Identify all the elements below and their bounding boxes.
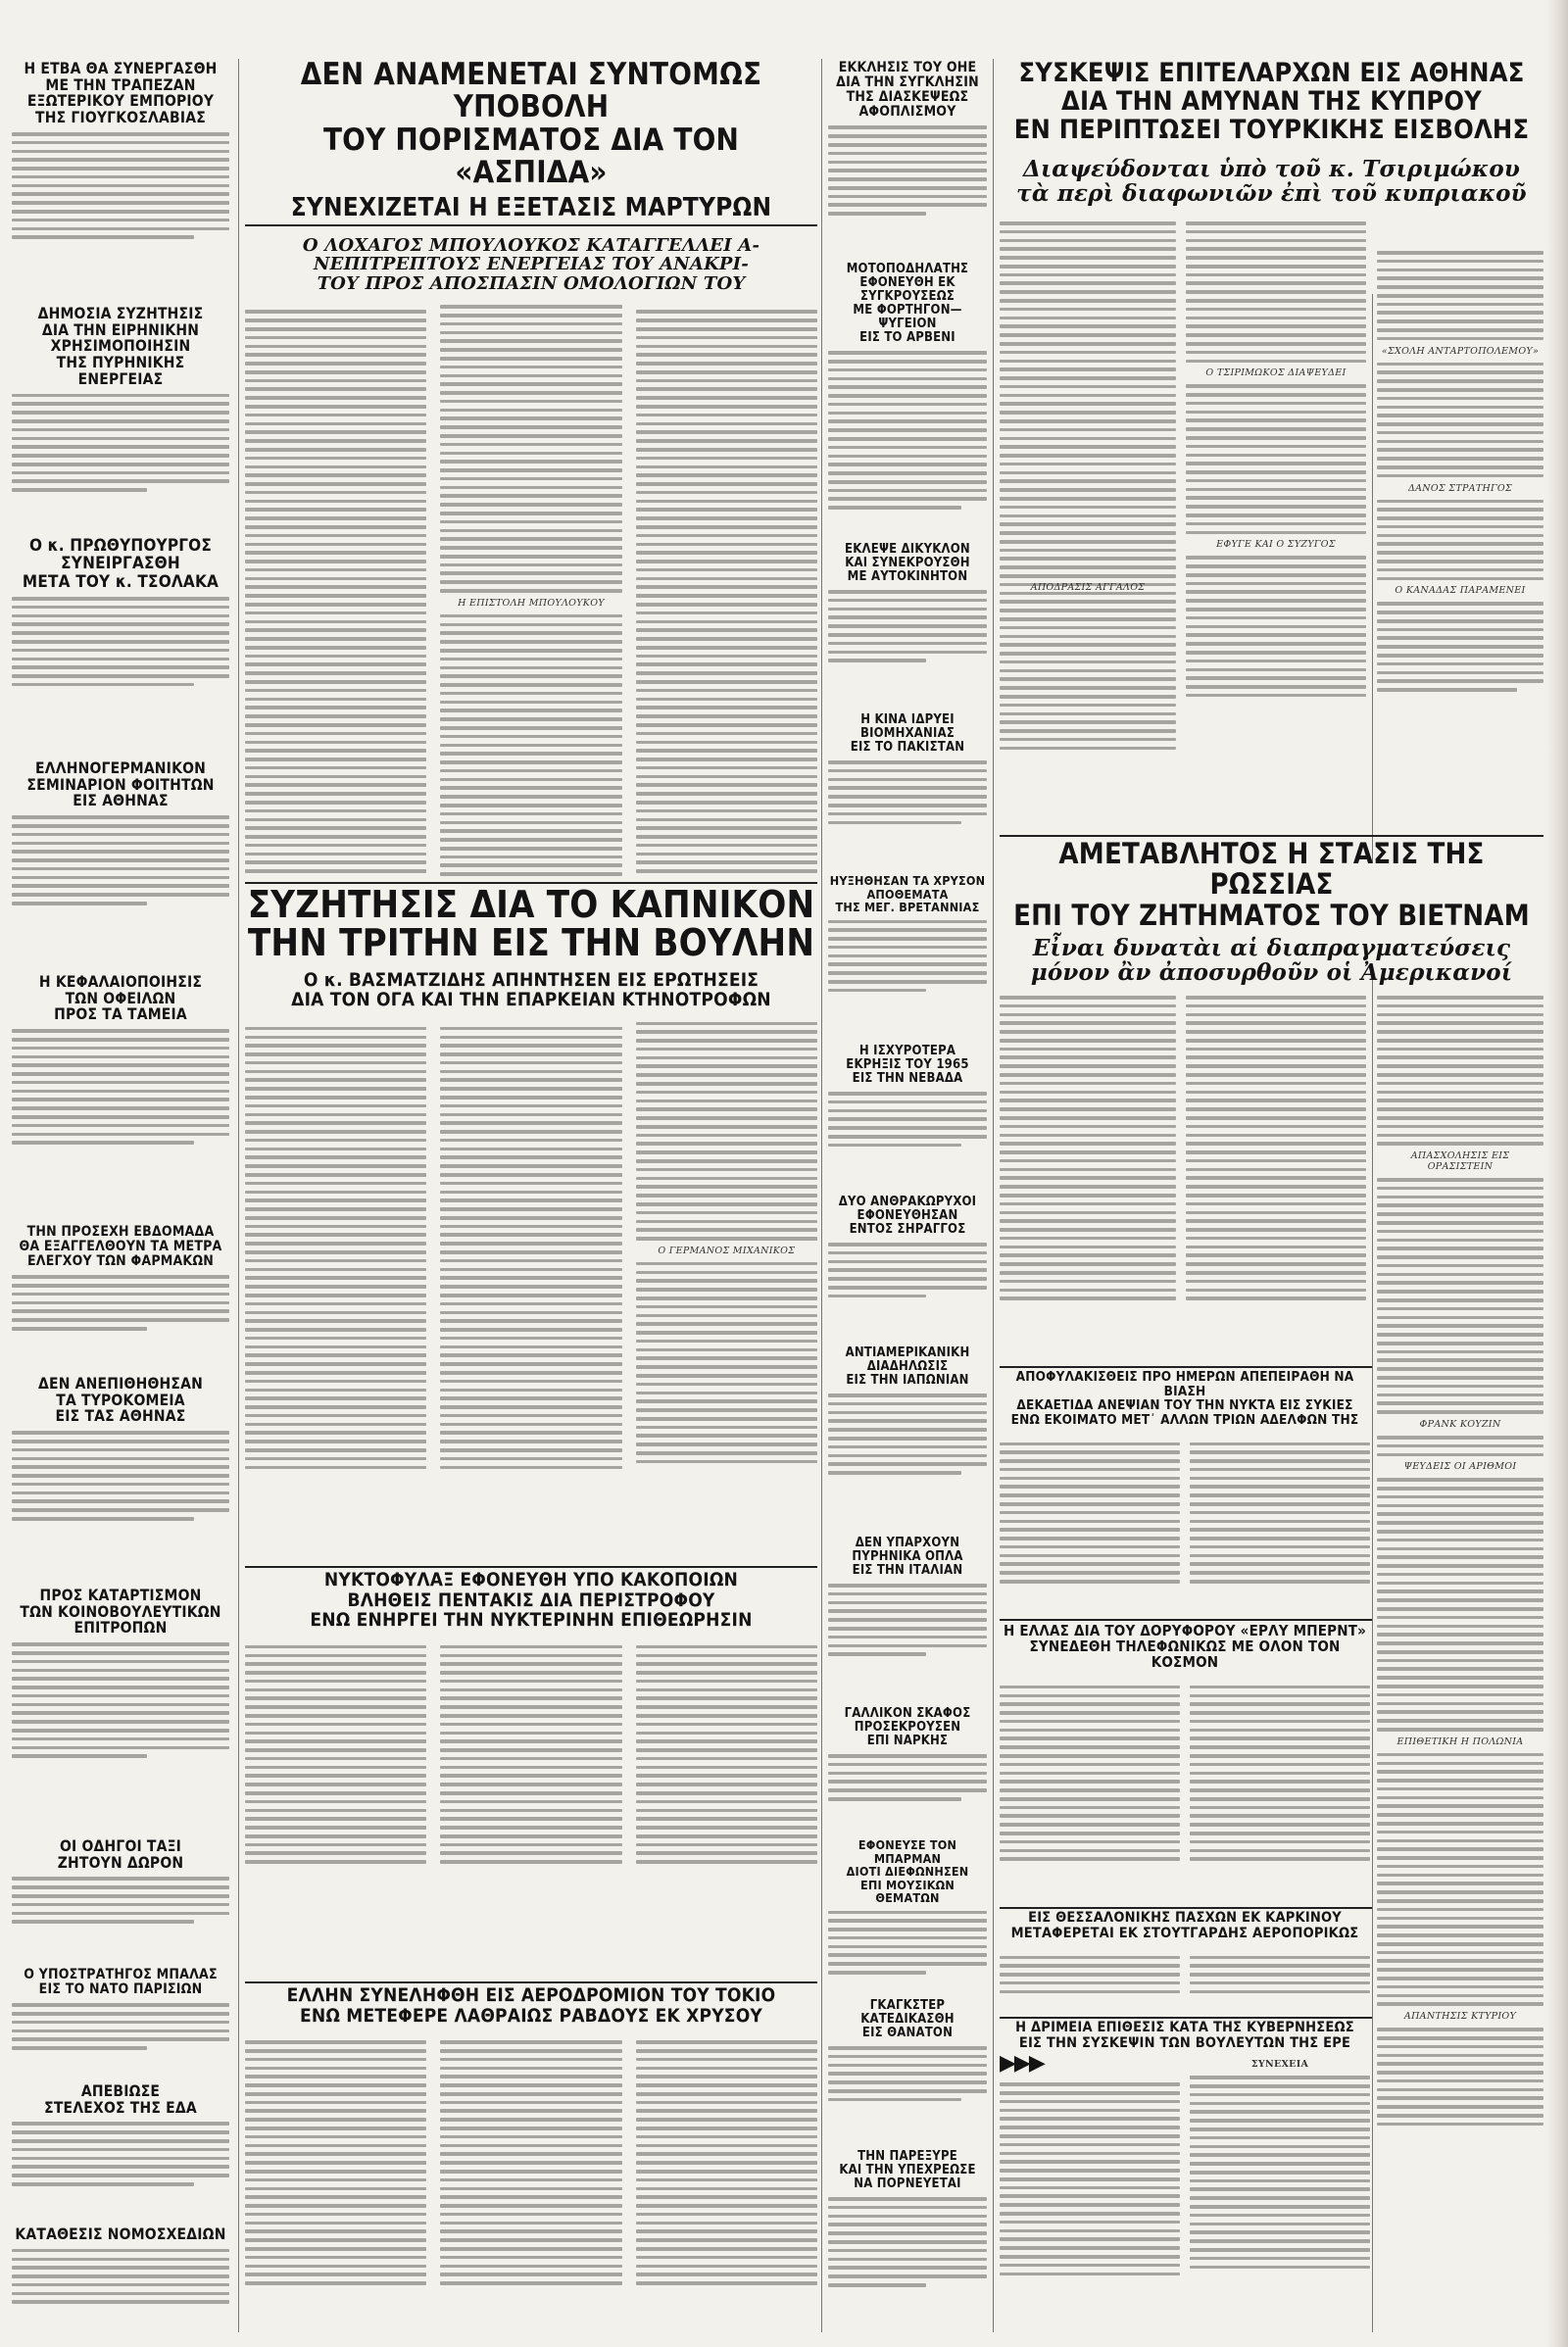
russia-column-2 [1186,990,1366,1362]
section-rule [245,882,817,884]
subhead-box: ΦΡΑΝΚ ΚΟΥΖΙΝ [1419,1418,1501,1430]
section-rule [245,1981,817,1983]
column-text [636,1640,817,1870]
column-rule [993,59,994,2332]
deck: Ο κ. ΒΑΣΜΑΤΖΙΔΗΣ ΑΠΗΝΤΗΣΕΝ ΕΙΣ ΕΡΩΤΗΣΕΙΣ ΔΙΑ ΤΟΝ ΟΓΑ ΚΑΙ ΤΗΝ ΕΠΑΡΚΕΙΑΝ ΚΤΗΝΟΤΡΟΦΩΝ [291,968,771,1011]
article-italy-nuclear [828,1537,987,1703]
article-seminar [12,760,229,968]
article-tobacco [245,886,817,1562]
headline: ΟΙ ΟΔΗΓΟΙ ΤΑΞΙ ΖΗΤΟΥΝ ΔΩΡΟΝ [57,1838,184,1872]
article-miners [828,1196,987,1343]
headline: Η ΔΡΙΜΕΙΑ ΕΠΙΘΕΣΙΣ ΚΑΤΑ ΤΗΣ ΚΥΒΕΡΝΗΣΕΩΣ ΕΙΣ ΤΗΝ ΣΥΣΚΕΨΙΝ ΤΩΝ ΒΟΥΛΕΥΤΩΝ ΤΗΣ ΕΡΕ [1015,2021,1354,2051]
article-gangster [828,1999,987,2146]
article-body [12,1642,229,1758]
article-body [828,125,987,215]
subhead-box: Η ΕΠΙΣΤΟΛΗ ΜΠΟΥΛΟΥΚΟΥ [458,597,605,609]
cyprus-column-3 [1377,245,1544,843]
article-bicycle [828,543,987,709]
headline: Ο κ. ΠΡΩΘΥΠΟΥΡΓΟΣ ΣΥΝΕΙΡΓΑΣΘΗ ΜΕΤΑ ΤΟΥ κ. ΤΣΟΛΑΚΑ [22,537,220,592]
article-columns [1000,1944,1370,1998]
column-text [636,2035,817,2290]
column-rule [821,59,822,2332]
article-gold-reserves [828,874,987,1041]
article-dairies [12,1376,229,1582]
article-pm-tsolakas [12,537,229,755]
continuation-arrows-icon: ▶▶▶ [1000,2051,1044,2077]
article-columns [1000,1431,1370,1588]
paper-edge-shadow [1546,0,1568,2347]
headline: ΤΗΝ ΠΑΡΕΞΥΡΕ ΚΑΙ ΤΗΝ ΥΠΕΧΡΕΩΣΕ ΝΑ ΠΟΡΝΕΥΕΤΑΙ [839,2150,976,2192]
headline: Η ΚΙΝΑ ΙΔΡΥΕΙ ΒΙΟΜΗΧΑΝΙΑΣ ΕΙΣ ΤΟ ΠΑΚΙΣΤΑΝ [850,713,965,756]
headline: Η ΕΤΒΑ ΘΑ ΣΥΝΕΡΓΑΣΘΗ ΜΕ ΤΗΝ ΤΡΑΠΕΖΑΝ ΕΞΩΤΕΡΙΚΟΥ ΕΜΠΟΡΙΟΥ ΤΗΣ ΓΙΟΥΓΚΟΣΛΑΒΙΑΣ [24,61,218,127]
subhead-box: «ΣΧΟΛΗ ΑΝΤΑΡΤΟΠΟΛΕΜΟΥ» [1381,345,1540,357]
headline: ΑΠΕΒΙΩΣΕ ΣΤΕΛΕΧΟΣ ΤΗΣ ΕΔΑ [44,2083,197,2117]
article-aspida [245,59,817,877]
column-text [245,2035,426,2290]
article-columns [245,1016,817,1475]
continuation-label: ΣΥΝΕΧΕΙΑ [1250,2059,1309,2071]
column-text [245,1640,426,1870]
section-rule [1000,2017,1372,2019]
headline: ΚΑΤΑΘΕΣΙΣ ΝΟΜΟΣΧΕΔΙΩΝ [15,2226,226,2243]
section-rule [1000,1907,1372,1909]
column-text [440,299,621,877]
headline: ΕΛΛΗΝ ΣΥΝΕΛΗΦΘΗ ΕΙΣ ΑΕΡΟΔΡΟΜΙΟΝ ΤΟΥ ΤΟΚΙΟ ΕΝΩ ΜΕΤΕΦΕΡΕ ΛΑΘΡΑΙΩΣ ΡΑΒΔΟΥΣ ΕΚ ΧΡΥΣΟΥ [286,1985,776,2027]
cyprus-column-2 [1186,216,1366,843]
russia-column-1 [1000,990,1176,1362]
article-nato [12,1968,229,2079]
headline: ΤΗΝ ΠΡΟΣΕΧΗ ΕΒΔΟΜΑΔΑ ΘΑ ΕΞΑΓΓΕΛΘΟΥΝ ΤΑ ΜΕΤΡΑ ΕΛΕΓΧΟΥ ΤΩΝ ΦΑΡΜΑΚΩΝ [19,1225,222,1270]
deck: Εἶναι δυνατὰι αἱ διαπραγματεύσεις μόνον ἂν ἀποσυρθοῦν οἱ Ἀμερικανοί [1030,934,1513,986]
article-japan-protest [828,1346,987,1533]
article-russia-vietnam [1000,839,1544,996]
article-nuclear-debate [12,306,229,531]
column-rule [1372,970,1373,2332]
article-motorcyclist [828,263,987,537]
column-text [440,1640,621,1870]
article-body [12,597,229,686]
subhead-box: ΔΑΝΟΣ ΣΤΡΑΤΗΓΟΣ [1407,482,1513,494]
article-body [12,1877,229,1924]
column-text [1000,1437,1180,1588]
headline: ΕΛΛΗΝΟΓΕΡΜΑΝΙΚΟΝ ΣΕΜΙΝΑΡΙΟΝ ΦΟΙΤΗΤΩΝ ΕΙΣ ΑΘΗΝΑΣ [26,760,215,810]
article-body [828,1754,987,1801]
headline: ΕΙΣ ΘΕΣΣΑΛΟΝΙΚΗΣ ΠΑΣΧΩΝ ΕΚ ΚΑΡΚΙΝΟΥ ΜΕΤΑΦΕΡΕΤΑΙ ΕΚ ΣΤΟΥΤΓΑΡΔΗΣ ΑΕΡΟΠΟΡΙΚΩΣ [1010,1911,1359,1941]
article-body [12,815,229,905]
article-body [828,351,987,510]
article-body [828,1092,987,1147]
subhead-box: ΑΠΟΔΡΑΣΙΣ ΑΓΓΑΛΟΣ [1030,582,1146,593]
headline: ΠΡΟΣ ΚΑΤΑΡΤΙΣΜΟΝ ΤΩΝ ΚΟΙΝΟΒΟΥΛΕΥΤΙΚΩΝ ΕΠΙΤΡΟΠΩΝ [20,1588,221,1638]
subhead-box: ΕΠΙΘΕΤΙΚΗ Η ΠΟΛΩΝΙΑ [1396,1736,1524,1747]
subhead-box: ΨΕΥΔΕΙΣ ΟΙ ΑΡΙΘΜΟΙ [1403,1461,1517,1473]
column-text [1190,1681,1370,1867]
article-columns [245,1635,817,1870]
column-text [1190,1950,1370,1998]
article-body [12,2122,229,2185]
headline: ΔΕΝ ΥΠΑΡΧΟΥΝ ΠΥΡΗΝΙΚΑ ΟΠΛΑ ΕΙΣ ΤΗΝ ΙΤΑΛΙΑΝ [852,1537,963,1579]
article-body [12,1275,229,1330]
article-bills [12,2226,229,2336]
subhead-box: Ο ΤΣΙΡΙΜΩΚΟΣ ΔΙΑΨΕΥΔΕΙ [1205,367,1347,379]
article-taxi [12,1838,229,1962]
article-body [828,1243,987,1297]
article-french-ship [828,1707,987,1834]
headline: ΑΝΤΙΑΜΕΡΙΚΑΝΙΚΗ ΔΙΑΔΗΛΩΣΙΣ ΕΙΣ ΤΗΝ ΙΑΠΩΝΙΑΝ [845,1346,970,1389]
article-night-guard [245,1570,817,1913]
article-body [12,394,229,492]
article-body [12,1431,229,1520]
headline: ΑΠΟΦΥΛΑΚΙΣΘΕΙΣ ΠΡΟ ΗΜΕΡΩΝ ΑΠΕΠΕΙΡΑΘΗ ΝΑ ΒΙΑΣΗ ΔΕΚΑΕΤΙΔΑ ΑΝΕΨΙΑΝ ΤΟΥ ΤΗΝ ΝΥΚΤΑ ΕΙΣ ΣΥΚΙΕΣ ΕΝΩ ΕΚΟΙΜΑΤΟ ΜΕΤ᾽ ΑΛΛΩΝ ΤΡΙΩΝ ΑΔΕΛΦΩΝ ΤΗΣ [1010,1370,1359,1428]
column-text [1000,1681,1180,1867]
article-body [12,1029,229,1145]
article-tokyo-gold [245,1985,817,2336]
section-rule [1000,835,1544,837]
headline-main: ΣΥΖΗΤΗΣΙΣ ΔΙΑ ΤΟ ΚΑΠΝΙΚΟΝ ΤΗΝ ΤΡΙΤΗΝ ΕΙΣ ΤΗΝ ΒΟΥΛΗΝ [247,886,815,964]
russia-column-3 [1377,990,1544,2337]
article-nevada [828,1045,987,1192]
column-text [1000,2051,1180,2280]
article-columns [1000,1675,1370,1867]
headline: Η ΙΣΧΥΡΟΤΕΡΑ ΕΚΡΗΞΙΣ ΤΟΥ 1965 ΕΙΣ ΤΗΝ ΝΕΒΑΔΑ [846,1045,969,1087]
column-rule [238,59,239,2332]
deck: Ο ΛΟΧΑΓΟΣ ΜΠΟΥΛΟΥΚΟΣ ΚΑΤΑΓΓΕΛΛΕΙ Α- ΝΕΠΙΤΡΕΠΤΟΥΣ ΕΝΕΡΓΕΙΑΣ ΤΟΥ ΑΝΑΚΡΙ- ΤΟΥ ΠΡΟΣ ΑΠΟΣΠΑΣΙΝ ΟΜΟΛΟΓΙΩΝ ΤΟΥ [302,234,760,294]
article-ere-meeting [1000,2021,1370,2336]
subhead-box: Ο ΚΑΝΑΔΑΣ ΠΑΡΑΜΕΝΕΙ [1395,585,1526,597]
headline: ΓΑΛΛΙΚΟΝ ΣΚΑΦΟΣ ΠΡΟΣΕΚΡΟΥΣΕΝ ΕΠΙ ΝΑΡΚΗΣ [844,1707,971,1749]
subhead-box: ΑΠΑΝΤΗΣΙΣ ΚΤΥΡΙΟΥ [1403,2011,1517,2023]
column-text [1190,1437,1370,1588]
article-columns [1000,2051,1370,2280]
headline: ΜΟΤΟΠΟΔΗΛΑΤΗΣ ΕΦΟΝΕΥΘΗ ΕΚ ΣΥΓΚΡΟΥΣΕΩΣ ΜΕ ΦΟΡΤΗΓΟΝ—ΨΥΓΕΙΟΝ ΕΙΣ ΤΟ ΑΡΒΕΝΙ [846,263,969,346]
headline: ΔΥΟ ΑΝΘΡΑΚΩΡΥΧΟΙ ΕΦΟΝΕΥΘΗΣΑΝ ΕΝΤΟΣ ΣΗΡΑΓΓΟΣ [838,1196,977,1238]
article-obituary [12,2083,229,2221]
headline-main: ΔΕΝ ΑΝΑΜΕΝΕΤΑΙ ΣΥΝΤΟΜΩΣ ΥΠΟΒΟΛΗ ΤΟΥ ΠΟΡΙΣΜΑΤΟΣ ΔΙΑ ΤΟΝ «ΑΣΠΙΔΑ» [300,59,762,191]
headline: ΔΕΝ ΑΝΕΠΙΘΗΘΗΣΑΝ ΤΑ ΤΥΡΟΚΟΜΕΙΑ ΕΙΣ ΤΑΣ ΑΘΗΝΑΣ [38,1376,203,1426]
headline-main: ΣΥΣΚΕΨΙΣ ΕΠΙΤΕΛΑΡΧΩΝ ΕΙΣ ΑΘΗΝΑΣ ΔΙΑ ΤΗΝ ΑΜΥΝΑΝ ΤΗΣ ΚΥΠΡΟΥ ΕΝ ΠΕΡΙΠΤΩΣΕΙ ΤΟΥΡΚΙΚΗΣ ΕΙΣΒΟΛΗΣ [1013,59,1530,146]
article-uncle-arrest [1000,1370,1370,1615]
section-rule [1000,1619,1372,1621]
article-body [12,2249,229,2304]
article-debts [12,974,229,1219]
article-etva [12,61,229,302]
headline: Ο ΥΠΟΣΤΡΑΤΗΓΟΣ ΜΠΑΛΑΣ ΕΙΣ ΤΟ ΝΑΤΟ ΠΑΡΙΣΙΩΝ [24,1968,218,1998]
headline-main: ΑΜΕΤΑΒΛΗΤΟΣ Η ΣΤΑΣΙΣ ΤΗΣ ΡΩΣΣΙΑΣ ΕΠΙ ΤΟΥ ΖΗΤΗΜΑΤΟΣ ΤΟΥ ΒΙΕΤΝΑΜ [1013,839,1530,932]
section-rule [245,1566,817,1568]
headline: ΔΗΜΟΣΙΑ ΣΥΖΗΤΗΣΙΣ ΔΙΑ ΤΗΝ ΕΙΡΗΝΙΚΗΝ ΧΡΗΣΙΜΟΠΟΙΗΣΙΝ ΤΗΣ ΠΥΡΗΝΙΚΗΣ ΕΝΕΡΓΕΙΑΣ [37,306,204,388]
article-columns [245,2029,817,2290]
headline: ΗΥΞΗΘΗΣΑΝ ΤΑ ΧΡΥΣΟΝ ΑΠΟΘΕΜΑΤΑ ΤΗΣ ΜΕΓ. ΒΡΕΤΑΝΝΙΑΣ [829,874,986,914]
article-body [828,2046,987,2101]
article-barman [828,1838,987,1995]
article-body [828,920,987,993]
article-body [828,1394,987,1475]
column-text [636,1016,817,1475]
article-body [828,1911,987,1975]
headline: ΝΥΚΤΟΦΥΛΑΞ ΕΦΟΝΕΥΘΗ ΥΠΟ ΚΑΚΟΠΟΙΩΝ ΒΛΗΘΕΙΣ ΠΕΝΤΑΚΙΣ ΔΙΑ ΠΕΡΙΣΤΡΟΦΟΥ ΕΝΩ ΕΝΗΡΓΕΙ ΤΗΝ ΝΥΚΤΕΡΙΝΗΝ ΕΠΙΘΕΩΡΗΣΙΝ [310,1570,753,1632]
subheadline: ΣΥΝΕΧΙΖΕΤΑΙ Η ΕΞΕΤΑΣΙΣ ΜΑΡΤΥΡΩΝ [245,194,817,226]
article-body [828,2197,987,2286]
column-text [440,1022,621,1475]
subhead-box: ΕΦΥΓΕ ΚΑΙ Ο ΣΥΖΥΓΟΣ [1216,539,1336,551]
article-body [828,1584,987,1656]
article-body [828,590,987,662]
column-text [1000,1950,1180,1998]
section-rule [1000,1366,1372,1368]
headline: Η ΚΕΦΑΛΑΙΟΠΟΙΗΣΙΣ ΤΩΝ ΟΦΕΙΛΩΝ ΠΡΟΣ ΤΑ ΤΑΜΕΙΑ [38,974,203,1024]
column-text [636,305,817,877]
subhead-box: ΑΠΑΣΧΟΛΗΣΙΣ ΕΙΣ ΟΡΑΣΙΣΤΕΙΝ [1410,1150,1510,1173]
column-text [245,305,426,877]
article-body [12,2003,229,2050]
article-thessaloniki-patient [1000,1911,1370,2013]
article-medicines [12,1225,229,1372]
column-text [245,1022,426,1475]
article-early-bird [1000,1623,1370,1903]
headline: ΕΚΚΛΗΣΙΣ ΤΟΥ ΟΗΕ ΔΙΑ ΤΗΝ ΣΥΓΚΛΗΣΙΝ ΤΗΣ ΔΙΑΣΚΕΨΕΩΣ ΑΦΟΠΛΙΣΜΟΥ [836,61,979,121]
cyprus-column-1 [1000,216,1176,843]
article-body [12,132,229,239]
subhead-box: Ο ΓΕΡΜΑΝΟΣ ΜΙΧΑΝΙΚΟΣ [658,1245,796,1256]
deck: Διαψεύδονται ὑπὸ τοῦ κ. Τσιριμώκου τὰ περὶ διαφωνιῶν ἐπὶ τοῦ κυπριακοῦ [1016,156,1527,208]
article-prostitution [828,2150,987,2336]
headline: ΕΚΛΕΨΕ ΔΙΚΥΚΛΟΝ ΚΑΙ ΣΥΝΕΚΡΟΥΣΘΗ ΜΕ ΑΥΤΟΚΙΝΗΤΟΝ [845,543,970,585]
column-rule [1372,294,1373,862]
headline: ΓΚΑΓΚΣΤΕΡ ΚΑΤΕΔΙΚΑΣΘΗ ΕΙΣ ΘΑΝΑΤΟΝ [860,1999,955,2041]
article-un-disarmament [828,61,987,257]
headline: ΕΦΟΝΕΥΣΕ ΤΟΝ ΜΠΑΡΜΑΝ ΔΙΟΤΙ ΔΙΕΦΩΝΗΣΕΝ ΕΠΙ ΜΟΥΣΙΚΩΝ ΘΕΜΑΤΩΝ [846,1838,969,1905]
headline: Η ΕΛΛΑΣ ΔΙΑ ΤΟΥ ΔΟΡΥΦΟΡΟΥ «ΕΡΛΥ ΜΠΕΡΝΤ» ΣΥΝΕΔΕΘΗ ΤΗΛΕΦΩΝΙΚΩΣ ΜΕ ΟΛΟΝ ΤΟΝ ΚΟΣΜΟΝ [1003,1623,1367,1672]
column-text [440,2035,621,2290]
article-committees [12,1588,229,1833]
article-china-pakistan [828,713,987,870]
article-body [828,760,987,824]
article-columns [245,299,817,877]
column-text [1190,2055,1370,2280]
